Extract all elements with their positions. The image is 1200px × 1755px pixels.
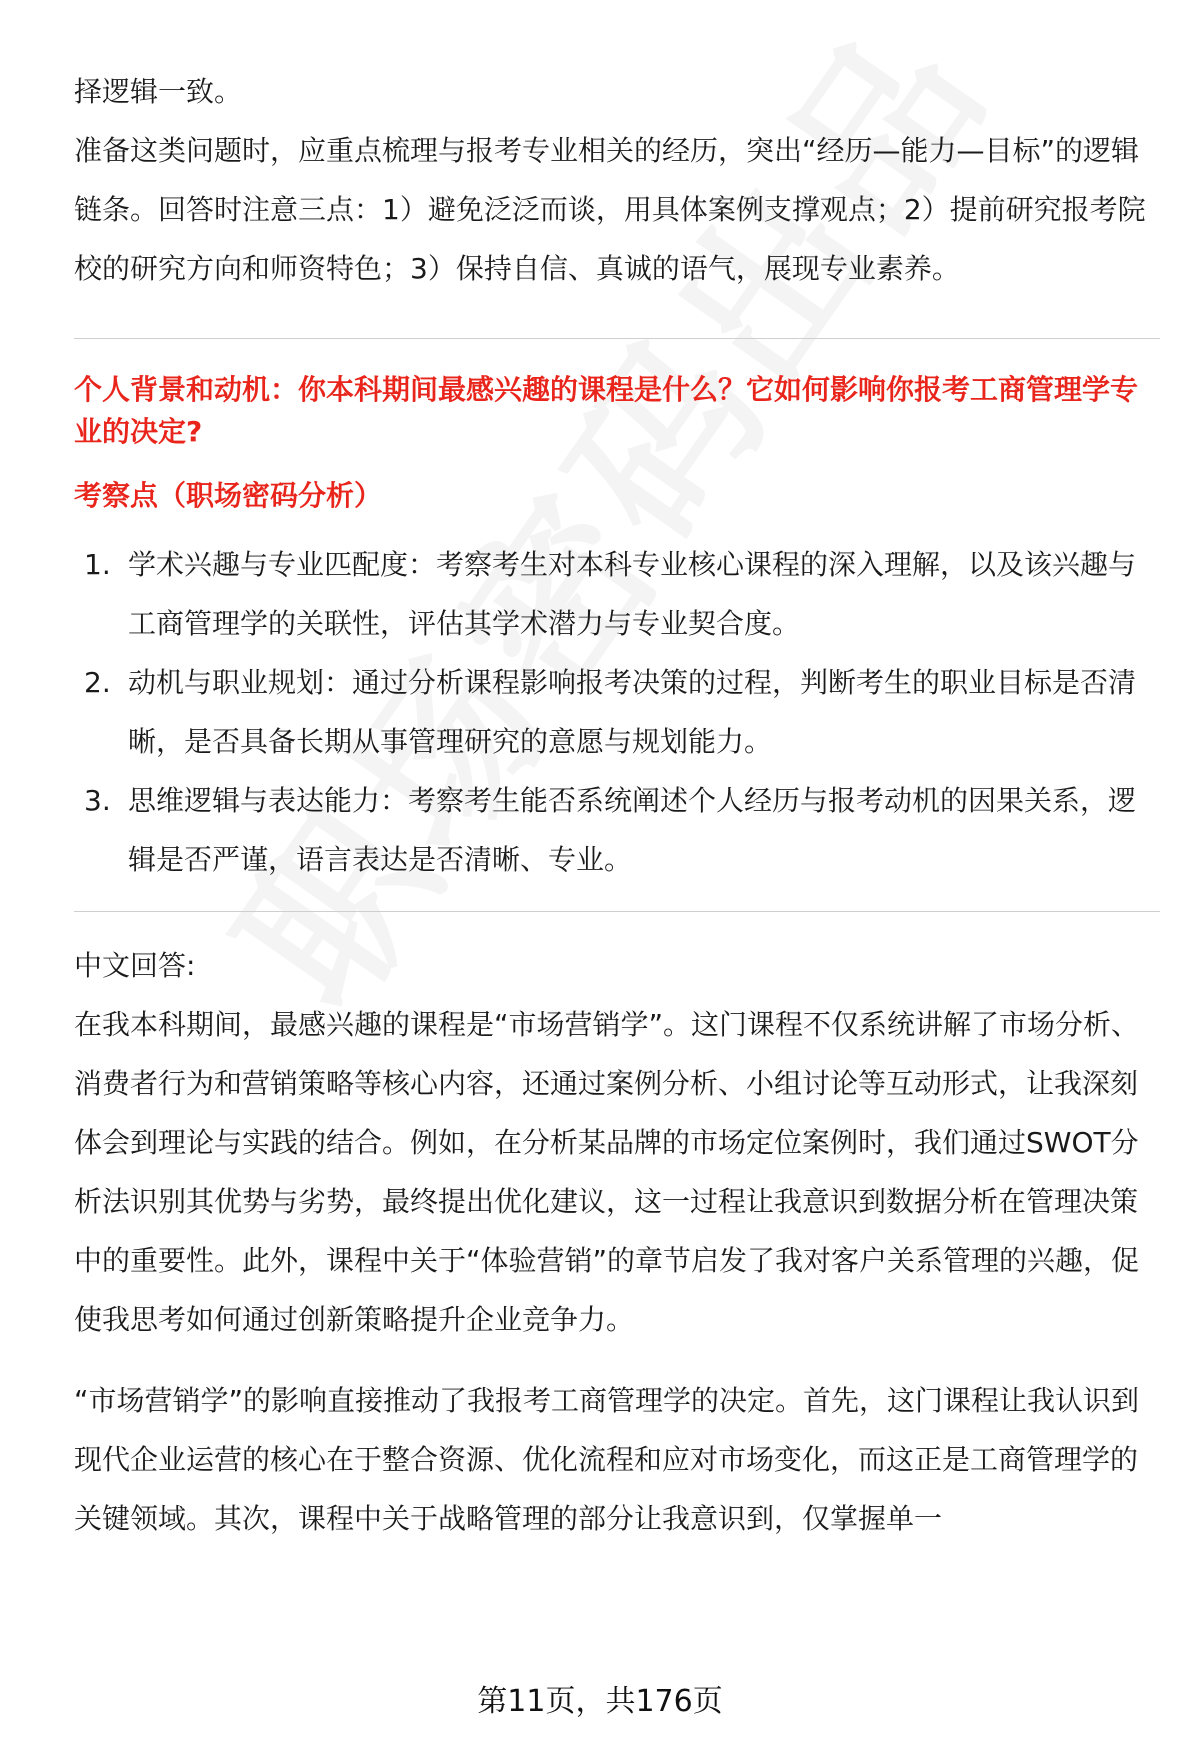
list-item: [74, 653, 1160, 771]
list-item-text: 动机与职业规划：通过分析课程影响报考决策的过程，判断考生的职业目标是否清晰，是否具备长期从事管理研究的意愿与规划能力。: [128, 666, 1137, 758]
answer-label: 中文回答:: [74, 949, 196, 982]
points-list: [74, 535, 1160, 889]
list-number: 3.: [84, 784, 111, 817]
list-item: [74, 771, 1160, 889]
list-item-text: 思维逻辑与表达能力：考察考生能否系统阐述个人经历与报考动机的因果关系，逻辑是否严谨，语言表达是否清晰、专业。: [128, 784, 1137, 876]
document-page: [74, 62, 1160, 1548]
answer-paragraph: “市场营销学”的影响直接推动了我报考工商管理学的决定。首先，这门课程让我认识到现代企业运营的核心在于整合资源、优化流程和应对市场变化，而这正是工商管理学的关键领域。其次，课程中关于战略管理的部分让我意识到，仅掌握单一: [74, 1384, 1140, 1535]
intro-paragraph: 准备这类问题时，应重点梳理与报考专业相关的经历，突出“经历—能力—目标”的逻辑链条。回答时注意三点：1）避免泛泛而谈，用具体案例支撑观点；2）提前研究报考院校的研究方向和师资特色；3）保持自信、真诚的语气，展现专业素养。: [74, 134, 1146, 285]
intro-line: 择逻辑一致。: [74, 75, 243, 108]
list-number: 2.: [84, 666, 111, 699]
list-number: 1.: [84, 548, 111, 581]
list-item: [74, 535, 1160, 653]
page-number: 第11页，共176页: [477, 1684, 723, 1719]
answer-paragraph: 在我本科期间，最感兴趣的课程是“市场营销学”。这门课程不仅系统讲解了市场分析、消费者行为和营销策略等核心内容，还通过案例分析、小组讨论等互动形式，让我深刻体会到理论与实践的结合。例如，在分析某品牌的市场定位案例时，我们通过SWOT分析法识别其优势与劣势，最终提出优化建议，这一过程让我意识到数据分析在管理决策中的重要性。此外，课程中关于“体验营销”的章节启发了我对客户关系管理的兴趣，促使我思考如何通过创新策略提升企业竞争力。: [74, 1008, 1140, 1336]
list-item-text: 学术兴趣与专业匹配度：考察考生对本科专业核心课程的深入理解，以及该兴趣与工商管理学的关联性，评估其学术潜力与专业契合度。: [128, 548, 1137, 640]
points-heading: 考察点（职场密码分析）: [74, 479, 383, 512]
question-heading: 个人背景和动机：你本科期间最感兴趣的课程是什么？它如何影响你报考工商管理学专业的决定?: [74, 373, 1139, 448]
